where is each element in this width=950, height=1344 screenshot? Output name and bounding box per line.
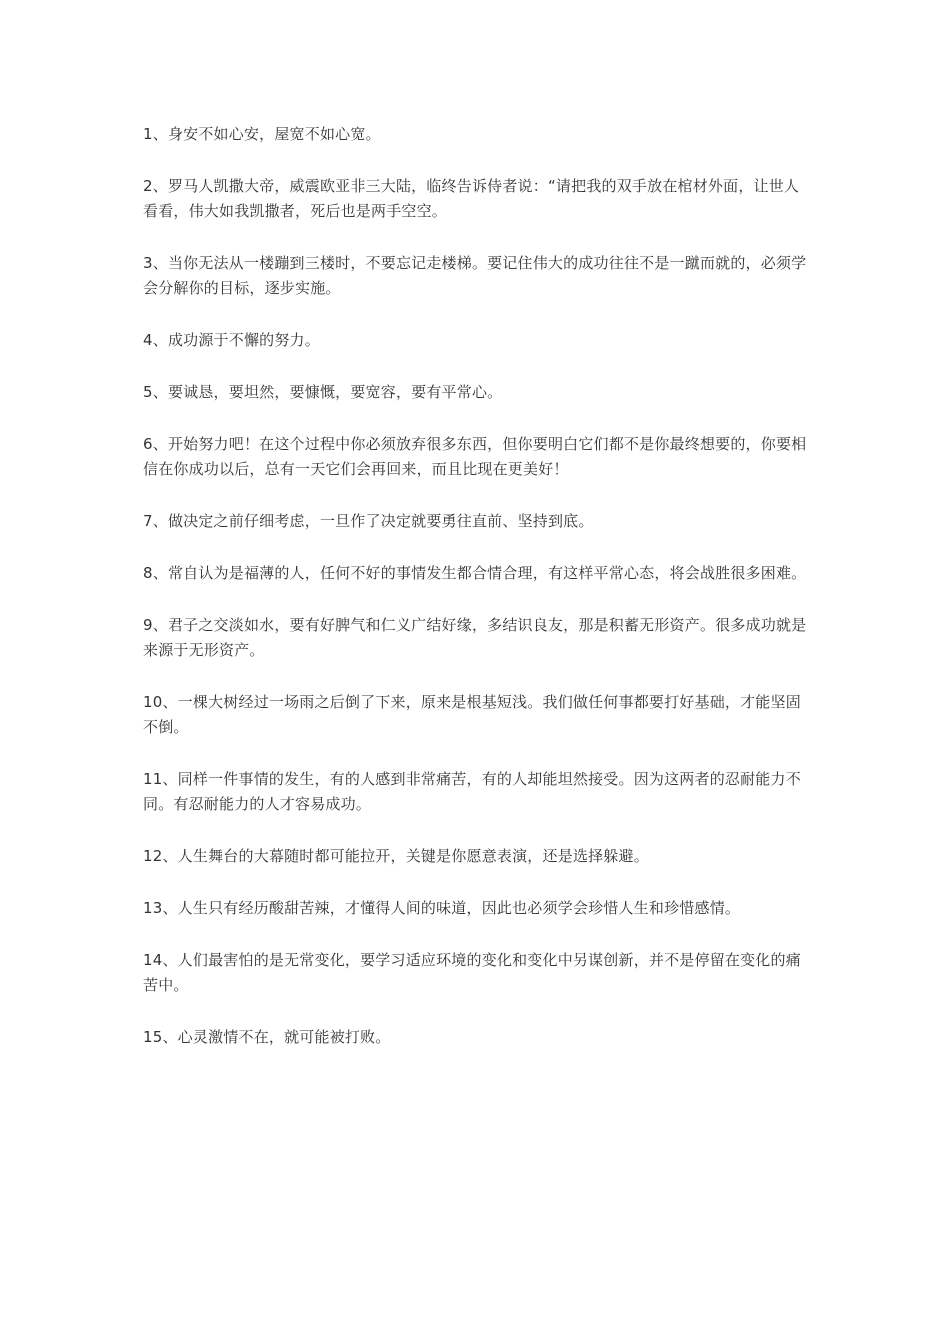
paragraph-15: 15、心灵激情不在，就可能被打败。 [143,1028,391,1046]
paragraph-10: 10、一棵大树经过一场雨之后倒了下来，原来是根基短浅。我们做任何事都要打好基础，才能坚固不倒。 [143,693,801,736]
paragraph-12: 12、人生舞台的大幕随时都可能拉开，关键是你愿意表演，还是选择躲避。 [143,847,649,865]
paragraph-2: 2、罗马人凯撒大帝，威震欧亚非三大陆，临终告诉侍者说：“请把我的双手放在棺材外面，让世人看看，伟大如我凯撒者，死后也是两手空空。 [143,177,800,220]
document-body [143,122,809,1077]
paragraph-9: 9、君子之交淡如水，要有好脾气和仁义广结好缘，多结识良友，那是积蓄无形资产。很多成功就是来源于无形资产。 [143,616,807,659]
paragraph-11: 11、同样一件事情的发生，有的人感到非常痛苦，有的人却能坦然接受。因为这两者的忍耐能力不同。有忍耐能力的人才容易成功。 [143,770,801,813]
paragraph-8: 8、常自认为是福薄的人，任何不好的事情发生都合情合理，有这样平常心态，将会战胜很多困难。 [143,564,807,582]
paragraph-13: 13、人生只有经历酸甜苦辣，才懂得人间的味道，因此也必须学会珍惜人生和珍惜感情。 [143,899,741,917]
paragraph-5: 5、要诚恳，要坦然，要慷慨，要宽容，要有平常心。 [143,383,503,401]
paragraph-4: 4、成功源于不懈的努力。 [143,331,320,349]
paragraph-6: 6、开始努力吧！在这个过程中你必须放弃很多东西，但你要明白它们都不是你最终想要的，你要相信在你成功以后，总有一天它们会再回来，而且比现在更美好！ [143,435,807,478]
paragraph-3: 3、当你无法从一楼蹦到三楼时，不要忘记走楼梯。要记住伟大的成功往往不是一蹴而就的，必须学会分解你的目标，逐步实施。 [143,254,807,297]
paragraph-14: 14、人们最害怕的是无常变化，要学习适应环境的变化和变化中另谋创新，并不是停留在变化的痛苦中。 [143,951,801,994]
paragraph-7: 7、做决定之前仔细考虑，一旦作了决定就要勇往直前、坚持到底。 [143,512,594,530]
paragraph-1: 1、身安不如心安，屋宽不如心宽。 [143,125,381,143]
